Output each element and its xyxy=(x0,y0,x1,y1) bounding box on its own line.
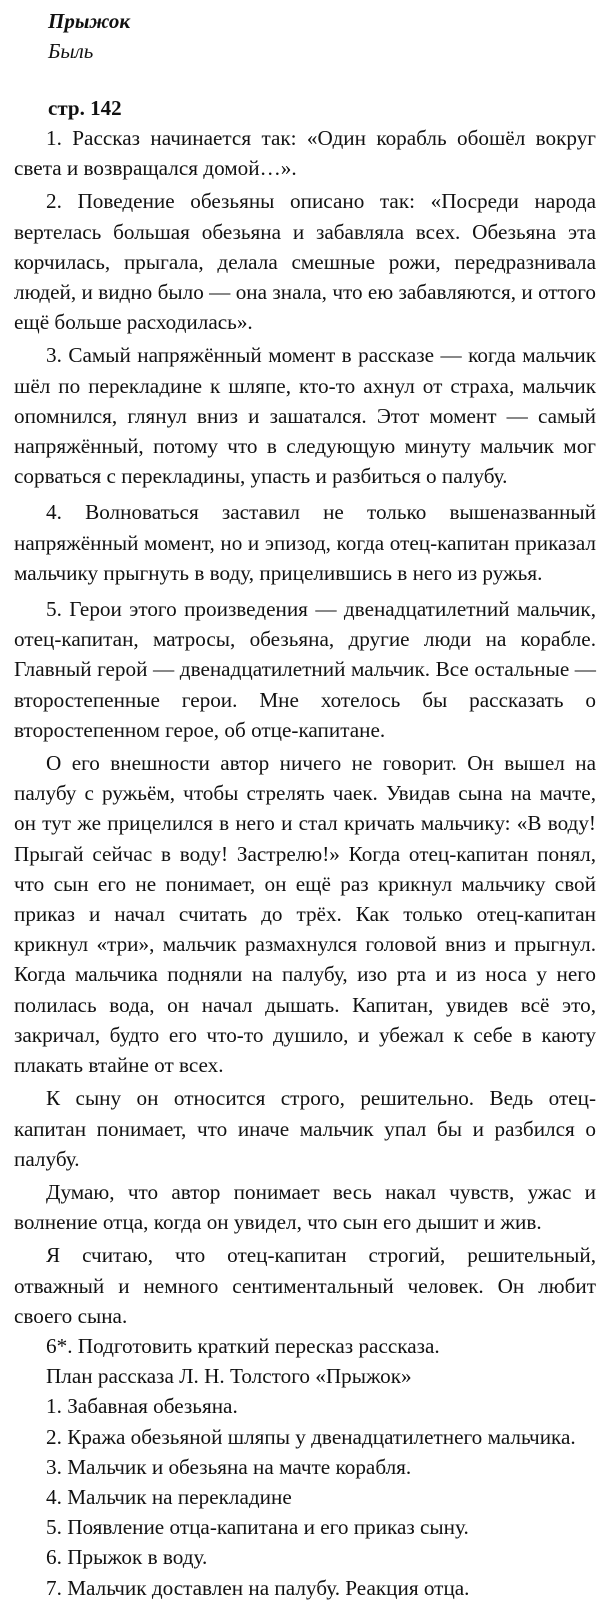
page-reference: стр. 142 xyxy=(48,96,122,120)
paragraph-answer-2: 2. Поведение обезьяны описано так: «Посреди народа вертелась большая обезьяна и забавляла всех. Обезьяна эта корчилась, прыгала, делала смешные рожи, передразнивала людей, и видно было — она знала, что ею забавляются, и оттого ещё больше расходилась». xyxy=(14,189,596,335)
plan-item: 7. Мальчик доставлен на палубу. Реакция отца. xyxy=(46,1575,470,1600)
paragraph-answer-3: 3. Самый напряжённый момент в рассказе — когда мальчик шёл по перекладине к шляпе, кто-то ахнул от страха, мальчик опомнился, глянул вниз и зашатался. Этот момент — самый напряжённый, потому что в следующую минуту мальчик мог сорваться с перекладины, упасть и разбиться о палубу. xyxy=(14,343,596,489)
plan-heading: План рассказа Л. Н. Толстого «Прыжок» xyxy=(46,1364,412,1389)
task-6-heading: 6*. Подготовить краткий пересказ рассказа. xyxy=(46,1333,440,1358)
story-subtitle: Быль xyxy=(48,39,94,63)
plan-item: 3. Мальчик и обезьяна на мачте корабля. xyxy=(46,1454,412,1479)
plan-item: 5. Появление отца-капитана и его приказ сыну. xyxy=(46,1515,469,1540)
paragraph-captain-description: О его внешности автор ничего не говорит. Он вышел на палубу с ружьём, чтобы стрелять чаек. Увидав сына на мачте, он тут же прицелился в него и стал кричать мальчику: «В воду! Прыгай сейчас в воду! Застрелю!» Когда отец-капитан понял, что сын его не понимает, он ещё раз крикнул мальчику свой приказ и начал считать до трёх. Как только отец-капитан крикнул «три», мальчик размахнулся головой вниз и прыгнул. Когда мальчика подняли на палубу, изо рта и из носа у него полилась вода, он начал дышать. Капитан, увидев всё это, закричал, будто его что-то душило, и убежал к себе в каюту плакать втайне от всех. xyxy=(14,751,596,1078)
paragraph-author-opinion: Думаю, что автор понимает весь накал чувств, ужас и волнение отца, когда он увидел, что сын его дышит и жив. xyxy=(14,1179,596,1235)
paragraph-answer-4: 4. Волноваться заставил не только вышеназванный напряжённый момент, но и эпизод, когда отец-капитан приказал мальчику прыгнуть в воду, прицелившись в него из ружья. xyxy=(14,500,596,585)
plan-item: 2. Кража обезьяной шляпы у двенадцатилетнего мальчика. xyxy=(46,1424,576,1449)
story-title: Прыжок xyxy=(48,9,131,33)
answer-text xyxy=(14,123,596,1603)
paragraph-attitude-to-son: К сыну он относится строго, решительно. Ведь отец-капитан понимает, что иначе мальчик упал бы и разбился о палубу. xyxy=(14,1086,596,1171)
paragraph-conclusion: Я считаю, что отец-капитан строгий, решительный, отважный и немного сентиментальный человек. Он любит своего сына. xyxy=(14,1243,596,1328)
paragraph-answer-5: 5. Герои этого произведения — двенадцатилетний мальчик, отец-капитан, матросы, обезьяна, другие люди на корабле. Главный герой — двенадцатилетний мальчик. Все остальные — второстепенные герои. Мне хотелось бы рассказать о второстепенном герое, об отце-капитане. xyxy=(14,597,596,742)
plan-item: 4. Мальчик на перекладине xyxy=(46,1484,292,1509)
plan-item: 1. Забавная обезьяна. xyxy=(46,1394,238,1419)
paragraph-answer-1: 1. Рассказ начинается так: «Один корабль обошёл вокруг света и возвращался домой…». xyxy=(14,126,596,181)
plan-item: 6. Прыжок в воду. xyxy=(46,1545,208,1570)
